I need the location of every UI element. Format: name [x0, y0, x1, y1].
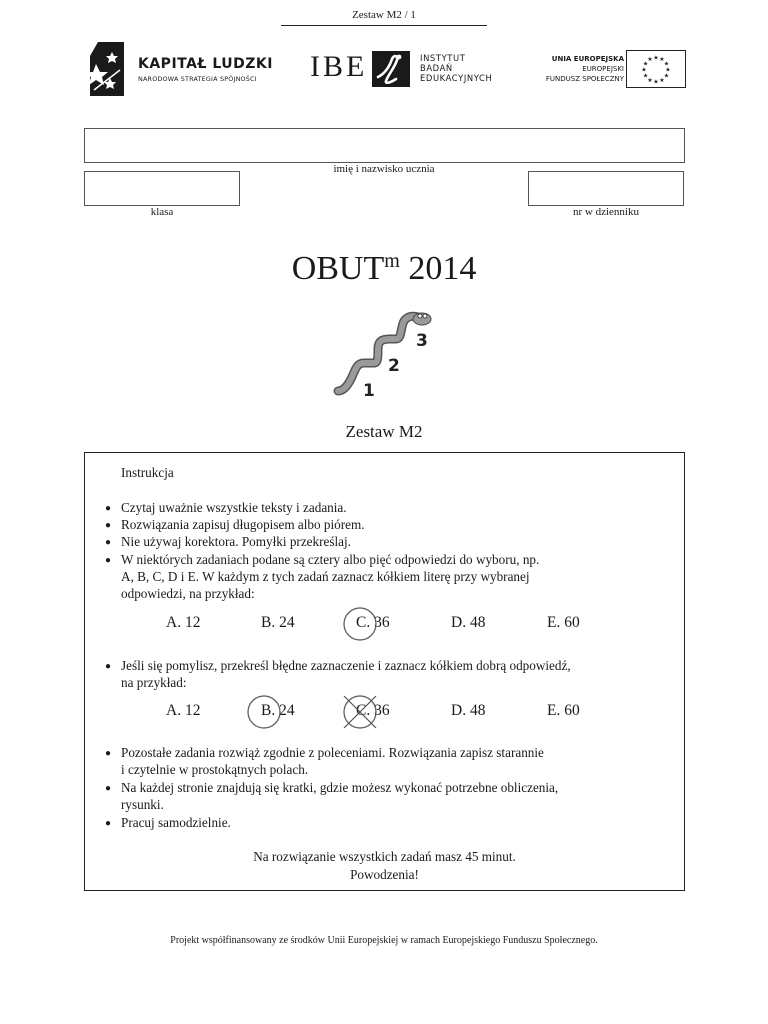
bullet-icon: ● — [105, 555, 112, 566]
instruction-item-continued: A, B, C, D i E. W każdym z tych zadań zaznacz kółkiem literę przy wybranej — [121, 569, 530, 584]
instruction-heading: Instrukcja — [121, 465, 174, 480]
eu-star-icon: ★ — [663, 61, 670, 68]
bullet-icon: ● — [105, 818, 112, 829]
kapital-ludzki-subtitle: NARODOWA STRATEGIA SPÓJNOŚCI — [138, 75, 257, 83]
eu-flag-icon — [626, 50, 686, 88]
bullet-icon: ● — [105, 783, 112, 794]
eu-star-icon: ★ — [659, 77, 665, 84]
eu-star-icon: ★ — [653, 55, 659, 62]
instruction-item-continued: odpowiedzi, na przykład: — [121, 586, 255, 601]
example1-choice-e: E. 60 — [547, 614, 580, 631]
kapital-ludzki-logo — [90, 42, 280, 96]
example2-choice-d: D. 48 — [451, 702, 486, 719]
eu-logo — [530, 50, 690, 88]
eu-star-icon: ★ — [641, 67, 647, 74]
ibe-line-1: INSTYTUT — [420, 53, 466, 63]
instruction-item: Czytaj uważnie wszystkie teksty i zadania. — [121, 500, 347, 515]
example1-choice-d: D. 48 — [451, 614, 486, 631]
snake-step-1: 1 — [363, 381, 375, 400]
eu-line-2: EUROPEJSKI — [582, 65, 624, 73]
test-title — [0, 250, 768, 288]
bullet-icon: ● — [105, 503, 112, 514]
example2-circle-mark-icon — [246, 694, 282, 730]
class-field[interactable] — [84, 171, 240, 206]
eu-text — [546, 54, 624, 84]
good-luck: Powodzenia! — [350, 867, 419, 882]
header-rule — [281, 25, 487, 26]
bullet-icon: ● — [105, 537, 112, 548]
ibe-line-2: BADAŃ — [420, 63, 453, 73]
student-name-label: imię i nazwisko ucznia — [333, 163, 435, 175]
eu-star-icon: ★ — [659, 57, 665, 64]
eu-star-icon: ★ — [663, 73, 670, 80]
ibe-line-3: EDUKACYJNYCH — [420, 73, 493, 83]
instruction-item-continued: i czytelnie w prostokątnych polach. — [121, 762, 309, 777]
eu-line-1: UNIA EUROPEJSKA — [551, 55, 624, 63]
example1-choice-c: C. 36 — [356, 614, 390, 631]
eu-star-icon: ★ — [665, 67, 671, 74]
diary-number-label: nr w dzienniku — [573, 206, 639, 218]
class-label: klasa — [150, 206, 174, 218]
title-superscript: m — [384, 250, 400, 272]
instruction-item: W niektórych zadaniach podane są cztery albo pięć odpowiedzi do wyboru, np. — [121, 552, 540, 567]
title-main: OBUT — [291, 250, 385, 287]
student-name-field[interactable] — [84, 128, 685, 163]
title-year: 2014 — [408, 250, 477, 287]
eu-line-3: FUNDUSZ SPOŁECZNY — [545, 75, 624, 83]
snake-step-2: 2 — [388, 356, 400, 376]
example2-choice-a: A. 12 — [166, 702, 201, 719]
eu-star-icon: ★ — [642, 73, 649, 80]
kapital-ludzki-emblem-icon — [90, 42, 124, 96]
snake-step-3: 3 — [416, 331, 428, 351]
page-header-label: Zestaw M2 / 1 — [352, 9, 416, 21]
kapital-ludzki-title: KAPITAŁ LUDZKI — [138, 56, 273, 72]
eu-star-icon: ★ — [642, 61, 649, 68]
snake-mascot-icon — [330, 305, 440, 400]
instruction-item-continued: rysunki. — [121, 797, 164, 812]
ibe-logo — [310, 48, 510, 90]
instruction-item: Jeśli się pomylisz, przekreśl błędne zaznaczenie i zaznacz kółkiem dobrą odpowiedź, — [121, 658, 571, 673]
example1-choice-b: B. 24 — [261, 614, 295, 631]
time-note: Na rozwiązanie wszystkich zadań masz 45 minut. — [253, 849, 516, 864]
example1-circle-mark-icon — [342, 606, 378, 642]
eu-star-icon: ★ — [653, 79, 659, 86]
example2-choice-c: C. 36 — [356, 702, 390, 719]
example2-crossed-circle-icon — [342, 694, 378, 730]
bullet-icon: ● — [105, 661, 112, 672]
instruction-item: Na każdej stronie znajdują się kratki, gdzie możesz wykonać potrzebne obliczenia, — [121, 780, 559, 795]
instruction-item: Nie używaj korektora. Pomyłki przekreślaj. — [121, 534, 351, 549]
instruction-item: Pozostałe zadania rozwiąż zgodnie z poleceniami. Rozwiązania zapisz starannie — [121, 745, 544, 760]
instruction-item: Pracuj samodzielnie. — [121, 815, 231, 830]
diary-number-field[interactable] — [528, 171, 684, 206]
ibe-wordmark: IBE — [310, 50, 368, 83]
eu-star-icon: ★ — [647, 57, 653, 64]
example2-choice-b: B. 24 — [261, 702, 295, 719]
example1-choice-a: A. 12 — [166, 614, 201, 631]
bullet-icon: ● — [105, 748, 112, 759]
eu-star-icon: ★ — [647, 77, 653, 84]
instruction-item-continued: na przykład: — [121, 675, 187, 690]
bullet-icon: ● — [105, 520, 112, 531]
instruction-item: Rozwiązania zapisuj długopisem albo piórem. — [121, 517, 365, 532]
funding-footer: Projekt współfinansowany ze środków Unii Europejskiej w ramach Europejskiego Funduszu Społecznego. — [170, 935, 598, 946]
ibe-emblem-icon — [372, 51, 410, 87]
set-title: Zestaw M2 — [345, 422, 423, 441]
ibe-full-name — [420, 53, 492, 83]
example2-choice-e: E. 60 — [547, 702, 580, 719]
